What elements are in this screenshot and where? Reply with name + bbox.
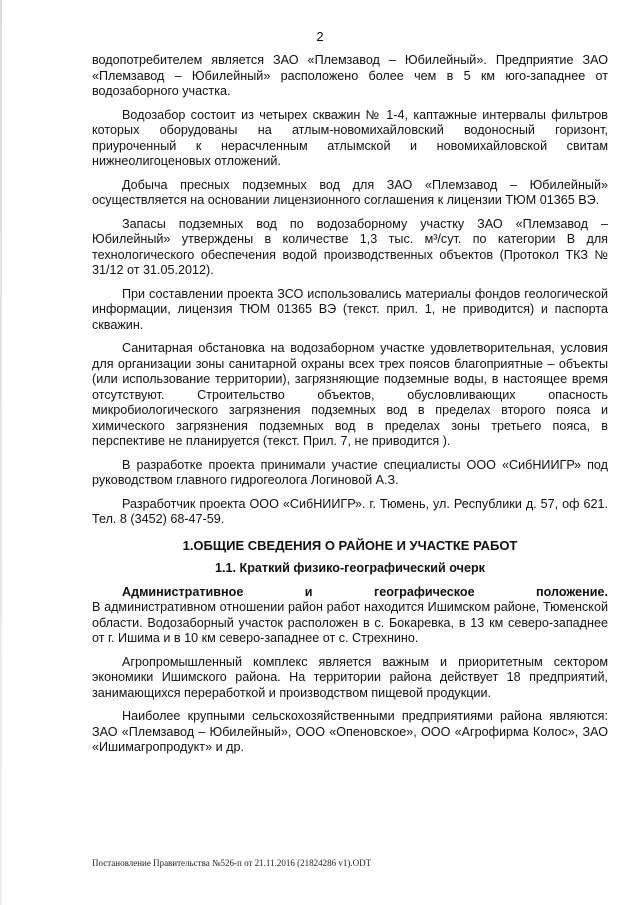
scan-edge bbox=[0, 0, 2, 905]
subsection-title: 1.1. Краткий физико-географический очерк bbox=[215, 561, 485, 575]
section-title: 1.ОБЩИЕ СВЕДЕНИЯ О РАЙОНЕ И УЧАСТКЕ РАБОТ bbox=[182, 537, 518, 553]
page-number: 2 bbox=[316, 29, 324, 44]
paragraph: Агропромышленный комплекс является важным и приоритетным сектором экономики Ишимского района. На территории района действует 18 предприятий, занимающихся переработкой и производством пищевой продукции. bbox=[92, 654, 608, 700]
paragraph: В разработке проекта принимали участие специалисты ООО «СибНИИГР» под руководством главного гидрогеолога Логиновой А.З. bbox=[92, 457, 608, 487]
document-footer: Постановление Правительства №526-п от 21.11.2016 (21824286 v1).ODT bbox=[92, 858, 372, 868]
paragraph: водопотребителем является ЗАО «Племзавод – Юбилейный». Предприятие ЗАО «Племзавод – Юбилейный» расположено более чем в 5 км юго-западнее от водозаборного участка. bbox=[92, 53, 608, 98]
admin-paragraph bbox=[92, 585, 608, 647]
paragraph: Запасы подземных вод по водозаборному участку ЗАО «Племзавод – Юбилейный» утверждены в количестве 1,3 тыс. м³/сут. по категории В для технологического обеспечения водой производственных объектов (Протокол ТКЗ № 31/12 от 31.05.2012). bbox=[92, 216, 608, 277]
paragraph: Наиболее крупными сельскохозяйственными предприятиями района являются: ЗАО «Племзавод – Юбилейный», ООО «Опеновское», ООО «Агрофирма Колос», ЗАО «Ишимагропродукт» и др. bbox=[92, 709, 608, 754]
paragraph: Разработчик проекта ООО «СибНИИГР». г. Тюмень, ул. Республики д. 57, оф 621. Тел. 8 (3452) 68-47-59. bbox=[92, 496, 608, 526]
paragraph: Водозабор состоит из четырех скважин № 1-4, каптажные интервалы фильтров которых оборудованы на атлым-новомихайловский водоносный горизонт, приуроченный к нерасчленным атлымской и новомихайловской свитам нижнеолигоценовых отложений. bbox=[92, 107, 608, 168]
paragraph: Санитарная обстановка на водозаборном участке удовлетворительная, условия для организации зоны санитарной охраны всех трех поясов благоприятные – объекты (или использование территории), загрязняющие подземные воды, в настоящее время отсутствуют. Строительство объектов, обусловливающих опасность микробиологического загрязнения подземных вод в пределах второго пояса и химического загрязнения подземных вод в пределах зоны третьего пояса, в перспективе не планируется (текст. Прил. 7, не приводится ). bbox=[92, 341, 608, 448]
paragraph: При составлении проекта ЗСО использовались материалы фондов геологической информации, лицензия ТЮМ 01365 ВЭ (текст. прил. 1, не приводится) и паспорта скважин. bbox=[92, 286, 608, 332]
paragraph: Добыча пресных подземных вод для ЗАО «Племзавод – Юбилейный» осуществляется на основании лицензионного соглашения к лицензии ТЮМ 01365 ВЭ. bbox=[92, 177, 608, 207]
admin-lead-in: Административное и географическое положение. bbox=[122, 584, 608, 599]
admin-text: В административном отношении район работ находится Ишимском районе, Тюменской области. Водозаборный участок расположен в с. Бокаревка, в 13 км северо-западнее от г. Ишима и в 10 км северо-западнее от с. Стрехнино. bbox=[92, 600, 608, 645]
document-body bbox=[92, 53, 608, 764]
